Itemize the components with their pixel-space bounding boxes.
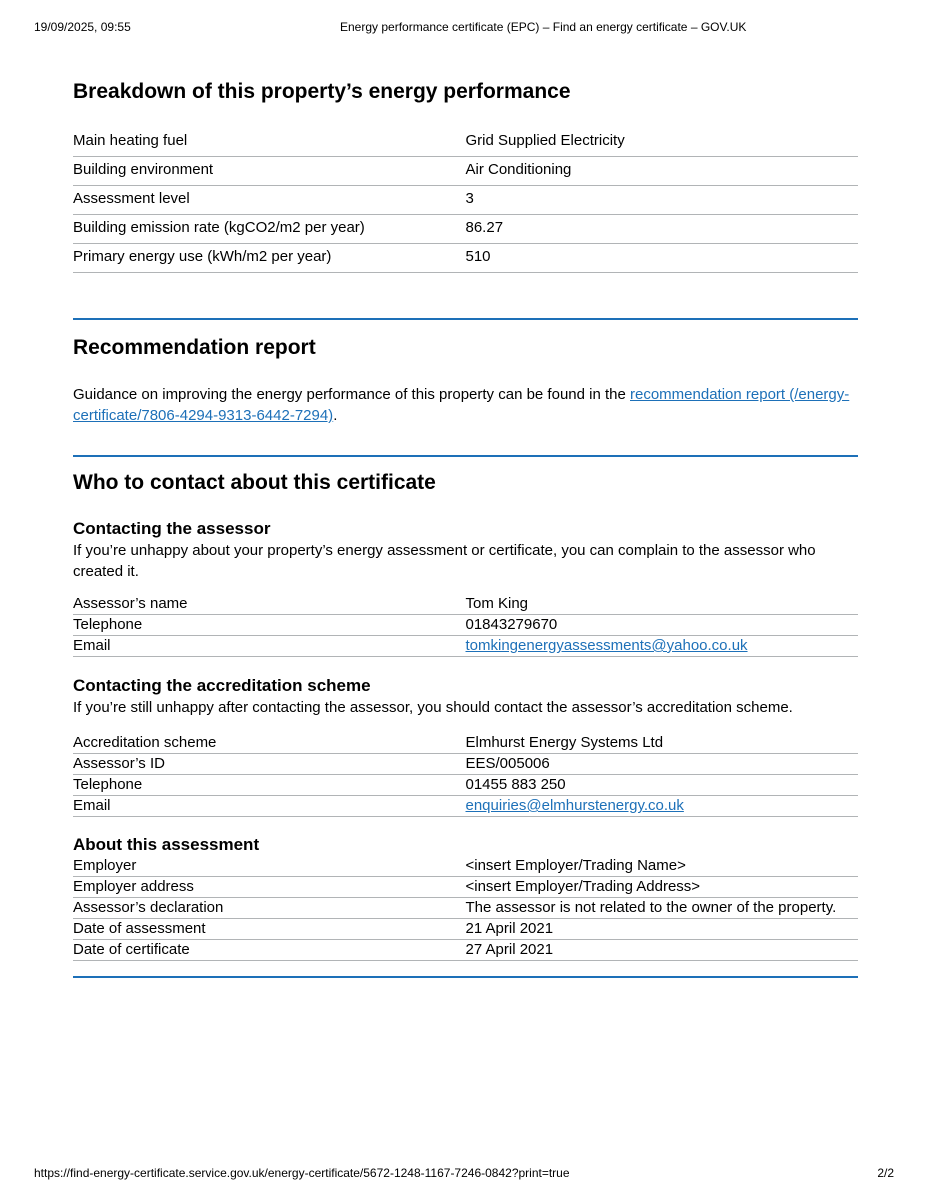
row-value: Elmhurst Energy Systems Ltd [466,733,859,754]
about-assessment-subheading: About this assessment [73,835,260,854]
row-value: The assessor is not related to the owner of the property. [466,898,859,919]
table-row [73,877,858,898]
row-value: <insert Employer/Trading Address> [466,877,859,898]
row-value: 21 April 2021 [466,919,859,940]
table-row [73,215,858,244]
print-source-url: https://find-energy-certificate.service.gov.uk/energy-certificate/5672-1248-1167-7246-0842?print=true [34,1166,570,1180]
table-row [73,615,858,636]
row-label: Date of assessment [73,919,466,940]
row-label: Primary energy use (kWh/m2 per year) [73,244,466,273]
assessor-description: If you’re unhappy about your property’s energy assessment or certificate, you can complain to the assessor who created it. [73,542,816,580]
table-row [73,733,858,754]
table-row [73,594,858,615]
table-row [73,636,858,657]
about-assessment-table [73,856,858,961]
table-row [73,919,858,940]
row-label: Email [73,636,466,657]
row-label: Building emission rate (kgCO2/m2 per year) [73,215,466,244]
section-divider [73,976,858,978]
recommendation-text [73,384,858,426]
row-label: Email [73,796,466,817]
recommendation-heading: Recommendation report [73,336,316,359]
table-row [73,940,858,961]
row-value: <insert Employer/Trading Name> [466,856,859,877]
row-label: Employer [73,856,466,877]
table-row [73,128,858,157]
row-value: Tom King [466,594,859,615]
accreditation-table [73,733,858,817]
row-label: Assessment level [73,186,466,215]
contact-heading: Who to contact about this certificate [73,471,436,494]
table-row [73,898,858,919]
recommendation-text-after: . [333,407,338,424]
table-row [73,157,858,186]
table-row [73,754,858,775]
table-row [73,856,858,877]
recommendation-text-before: Guidance on improving the energy performance of this property can be found in the [73,386,630,403]
accreditation-subheading: Contacting the accreditation scheme [73,676,371,695]
table-row [73,796,858,817]
accreditation-email-link[interactable]: enquiries@elmhurstenergy.co.uk [465,797,684,814]
assessor-email-link[interactable]: tomkingenergyassessments@yahoo.co.uk [465,637,748,654]
print-page-title: Energy performance certificate (EPC) – Find an energy certificate – GOV.UK [340,20,747,34]
row-value: 510 [466,244,859,273]
row-label: Date of certificate [73,940,466,961]
row-value: 86.27 [466,215,859,244]
table-row [73,775,858,796]
print-page-number: 2/2 [877,1166,894,1180]
print-datetime: 19/09/2025, 09:55 [34,20,131,34]
accreditation-description: If you’re still unhappy after contacting the assessor, you should contact the assessor’s accreditation scheme. [73,699,793,716]
row-label: Assessor’s declaration [73,898,466,919]
row-label: Employer address [73,877,466,898]
table-row [73,244,858,273]
breakdown-heading: Breakdown of this property’s energy performance [73,80,571,103]
row-value: 3 [466,186,859,215]
table-row [73,186,858,215]
section-divider [73,318,858,320]
document-content [73,0,858,978]
row-label: Telephone [73,775,466,796]
row-value: 27 April 2021 [466,940,859,961]
recommendation-report-link[interactable]: recommendation report (/energy-certificate/7806-4294-9313-6442-7294) [73,386,850,424]
row-label: Main heating fuel [73,128,466,157]
row-value: Air Conditioning [466,157,859,186]
row-label: Assessor’s name [73,594,466,615]
section-divider [73,455,858,457]
row-value: 01843279670 [466,615,859,636]
row-label: Assessor’s ID [73,754,466,775]
assessor-table [73,594,858,657]
row-value: Grid Supplied Electricity [466,128,859,157]
row-value: 01455 883 250 [466,775,859,796]
breakdown-table [73,128,858,273]
row-label: Building environment [73,157,466,186]
row-label: Accreditation scheme [73,733,466,754]
assessor-subheading: Contacting the assessor [73,519,271,538]
row-label: Telephone [73,615,466,636]
row-value: EES/005006 [466,754,859,775]
